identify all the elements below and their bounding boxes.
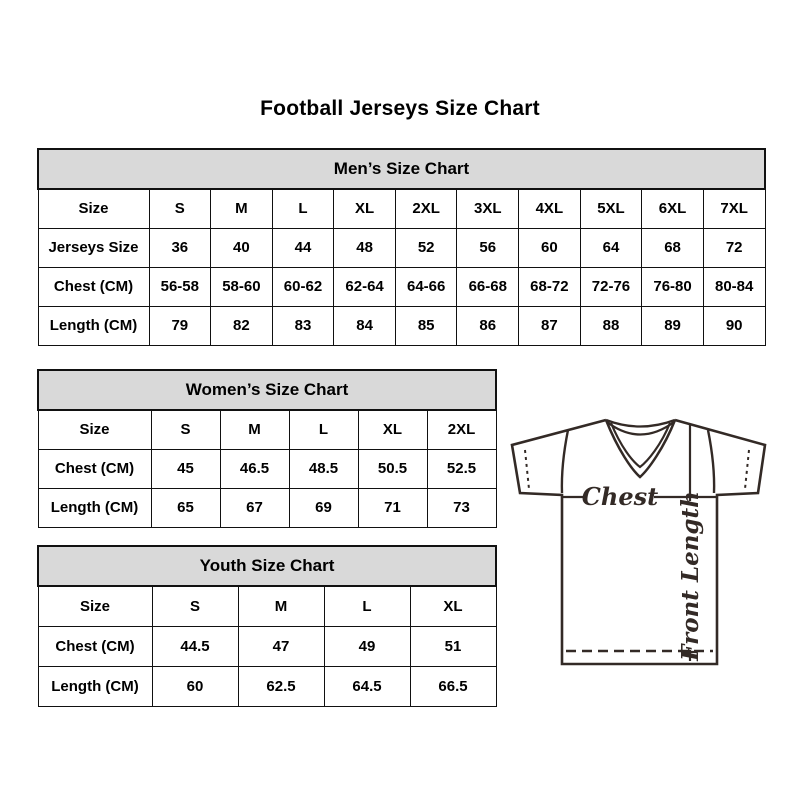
row-header-cell: Chest (CM) <box>38 267 149 306</box>
size-value-cell: M <box>238 586 324 626</box>
size-value-cell: 67 <box>220 488 289 527</box>
size-value-cell: 85 <box>395 306 457 345</box>
size-value-cell: 87 <box>519 306 581 345</box>
size-value-cell: M <box>220 410 289 449</box>
chest-label: Chest <box>581 482 659 511</box>
table-row <box>38 666 496 706</box>
mens-size-table <box>37 148 766 346</box>
table-row <box>38 410 496 449</box>
jersey-outline <box>512 420 765 664</box>
size-value-cell: 5XL <box>580 189 642 228</box>
size-value-cell: 66-68 <box>457 267 519 306</box>
size-value-cell: 2XL <box>395 189 457 228</box>
row-header-cell: Length (CM) <box>38 666 152 706</box>
size-value-cell: 66.5 <box>410 666 496 706</box>
size-value-cell: S <box>151 410 220 449</box>
size-value-cell: 47 <box>238 626 324 666</box>
table-row <box>38 586 496 626</box>
size-value-cell: 60-62 <box>272 267 334 306</box>
size-value-cell: 4XL <box>519 189 581 228</box>
row-header-cell: Length (CM) <box>38 488 151 527</box>
size-value-cell: 69 <box>289 488 358 527</box>
row-header-cell: Chest (CM) <box>38 626 152 666</box>
size-value-cell: 48 <box>334 228 396 267</box>
size-value-cell: 62-64 <box>334 267 396 306</box>
size-value-cell: 64 <box>580 228 642 267</box>
table-row <box>38 449 496 488</box>
size-value-cell: 46.5 <box>220 449 289 488</box>
sleeve-seam-left <box>562 430 568 493</box>
size-value-cell: 84 <box>334 306 396 345</box>
table-row <box>38 189 765 228</box>
size-value-cell: S <box>152 586 238 626</box>
size-value-cell: 79 <box>149 306 211 345</box>
size-value-cell: 3XL <box>457 189 519 228</box>
table-title: Men’s Size Chart <box>38 149 765 189</box>
size-value-cell: 7XL <box>703 189 765 228</box>
size-value-cell: 65 <box>151 488 220 527</box>
size-value-cell: S <box>149 189 211 228</box>
size-value-cell: 60 <box>152 666 238 706</box>
size-value-cell: L <box>324 586 410 626</box>
size-value-cell: L <box>272 189 334 228</box>
size-value-cell: 89 <box>642 306 704 345</box>
size-value-cell: 68-72 <box>519 267 581 306</box>
page-title: Football Jerseys Size Chart <box>260 97 540 120</box>
size-value-cell: XL <box>410 586 496 626</box>
table-row <box>38 626 496 666</box>
row-header-cell: Size <box>38 189 149 228</box>
front-length-label: Front Length <box>677 491 704 661</box>
sleeve-seam-right <box>708 430 714 493</box>
size-value-cell: 83 <box>272 306 334 345</box>
size-value-cell: 56-58 <box>149 267 211 306</box>
table-title: Women’s Size Chart <box>38 370 496 410</box>
womens-size-table <box>37 369 497 528</box>
size-value-cell: 86 <box>457 306 519 345</box>
cuff-dash-left <box>525 450 529 489</box>
size-value-cell: 56 <box>457 228 519 267</box>
size-value-cell: 44.5 <box>152 626 238 666</box>
size-value-cell: XL <box>334 189 396 228</box>
size-value-cell: 71 <box>358 488 427 527</box>
size-value-cell: 52.5 <box>427 449 496 488</box>
row-header-cell: Size <box>38 410 151 449</box>
size-value-cell: 72-76 <box>580 267 642 306</box>
size-value-cell: 60 <box>519 228 581 267</box>
size-value-cell: 58-60 <box>211 267 273 306</box>
size-value-cell: 52 <box>395 228 457 267</box>
size-value-cell: 44 <box>272 228 334 267</box>
size-value-cell: 82 <box>211 306 273 345</box>
size-value-cell: 48.5 <box>289 449 358 488</box>
size-value-cell: 2XL <box>427 410 496 449</box>
size-value-cell: 49 <box>324 626 410 666</box>
size-value-cell: 68 <box>642 228 704 267</box>
size-value-cell: 6XL <box>642 189 704 228</box>
table-row <box>38 306 765 345</box>
size-value-cell: 45 <box>151 449 220 488</box>
size-value-cell: 51 <box>410 626 496 666</box>
size-value-cell: 76-80 <box>642 267 704 306</box>
size-value-cell: 40 <box>211 228 273 267</box>
cuff-dash-right <box>745 450 749 489</box>
size-value-cell: 73 <box>427 488 496 527</box>
size-value-cell: L <box>289 410 358 449</box>
size-value-cell: XL <box>358 410 427 449</box>
row-header-cell: Length (CM) <box>38 306 149 345</box>
size-value-cell: 64-66 <box>395 267 457 306</box>
size-value-cell: 88 <box>580 306 642 345</box>
table-row <box>38 267 765 306</box>
table-row <box>38 488 496 527</box>
row-header-cell: Jerseys Size <box>38 228 149 267</box>
row-header-cell: Size <box>38 586 152 626</box>
size-value-cell: 62.5 <box>238 666 324 706</box>
size-value-cell: 72 <box>703 228 765 267</box>
table-title: Youth Size Chart <box>38 546 496 586</box>
table-row <box>38 228 765 267</box>
size-value-cell: 64.5 <box>324 666 410 706</box>
jersey-measurement-diagram <box>497 403 769 675</box>
row-header-cell: Chest (CM) <box>38 449 151 488</box>
collar-top-arc <box>606 420 675 427</box>
size-value-cell: 80-84 <box>703 267 765 306</box>
size-value-cell: 90 <box>703 306 765 345</box>
youth-size-table <box>37 545 497 707</box>
size-value-cell: 36 <box>149 228 211 267</box>
size-value-cell: 50.5 <box>358 449 427 488</box>
size-value-cell: M <box>211 189 273 228</box>
